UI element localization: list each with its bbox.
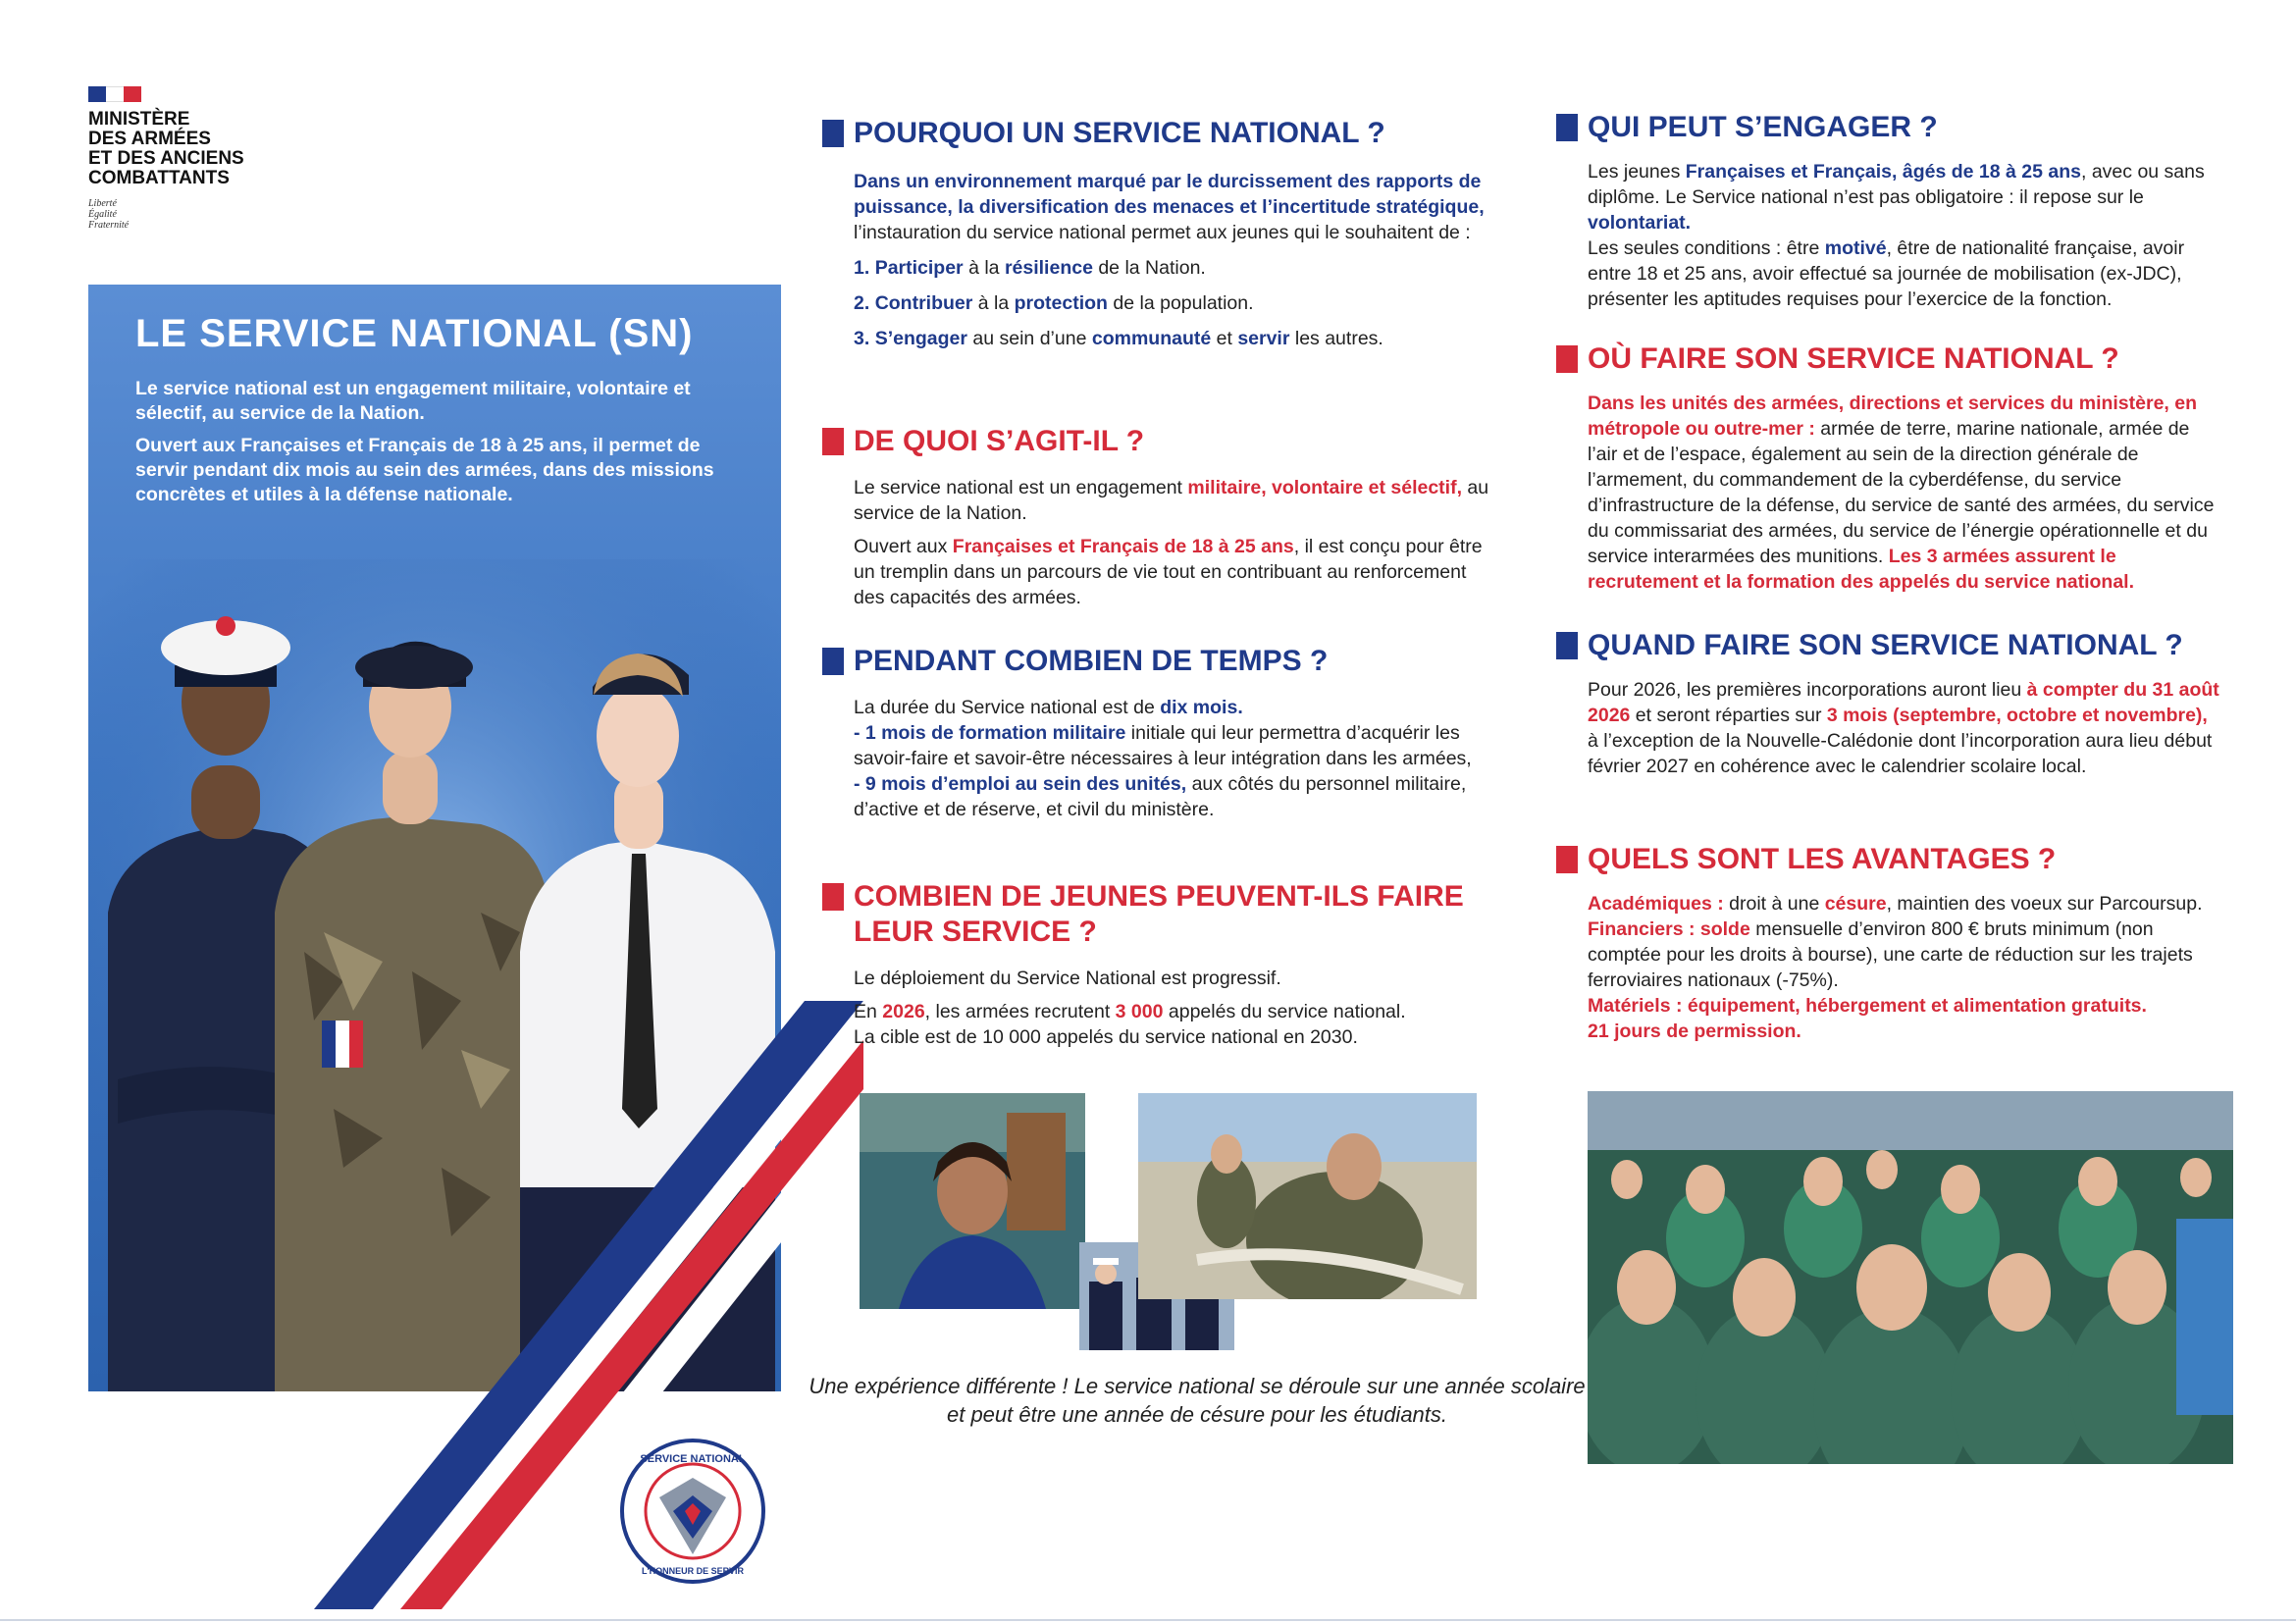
text: aux côtés du personnel militaire, d’active et de réserve, et civil du ministère. <box>854 773 1467 820</box>
text: de la Nation. <box>1092 257 1206 279</box>
paragraph <box>1588 993 2219 1019</box>
red-square-bullet <box>1556 345 1578 373</box>
qui-body <box>1588 159 2219 312</box>
text: à l’exception de la Nouvelle-Calédonie dont l’incorporation aura lieu début février 2027 en cohérence avec le calendrier scolaire local. <box>1588 730 2213 777</box>
blue-square-bullet <box>822 120 844 147</box>
red-square-bullet <box>822 883 844 911</box>
bold-text: 3 mois (septembre, octobre et novembre), <box>1826 705 2208 726</box>
text: et seront réparties sur <box>1630 705 1827 726</box>
text: , les armées recrutent <box>924 1001 1116 1022</box>
bold-text: Participer <box>874 257 964 279</box>
bold-text: césure <box>1824 893 1887 915</box>
list-item <box>854 326 1489 351</box>
bold-text: communauté <box>1091 328 1212 349</box>
section-ou <box>1556 341 2219 595</box>
marianne-flag-icon <box>88 86 141 102</box>
bold-text: Françaises et Français, âgés de 18 à 25 ans <box>1685 161 2081 183</box>
blue-square-bullet <box>822 648 844 675</box>
seal-text-bottom: L'HONNEUR DE SERVIR <box>642 1566 744 1576</box>
text: En <box>854 1001 883 1022</box>
tricolor-stripes <box>314 1001 863 1609</box>
seal-text-top: SERVICE NATIONAL <box>640 1453 746 1465</box>
list-item <box>854 255 1489 281</box>
temps-body <box>854 695 1489 822</box>
quand-body <box>1588 677 2219 779</box>
heading-pourquoi <box>822 116 1489 151</box>
paragraph <box>1588 916 2219 993</box>
ou-body <box>1588 391 2219 595</box>
bold-text: volontariat. <box>1588 212 1692 234</box>
bold-text: servir <box>1237 328 1290 349</box>
blue-square-bullet <box>1556 632 1578 659</box>
text: Pour 2026, les premières incorporations auront lieu <box>1588 679 2027 701</box>
bold-text: Dans un environnement marqué par le durcissement des rapports de puissance, la diversification des menaces et l’incertitude stratégique, <box>854 171 1485 218</box>
paragraph <box>854 771 1489 822</box>
section-combien <box>822 879 1489 1050</box>
heading-text: PENDANT COMBIEN DE TEMPS ? <box>854 645 1329 677</box>
bold-text: - 1 mois de formation militaire <box>854 722 1126 744</box>
heading-text: OÙ FAIRE SON SERVICE NATIONAL ? <box>1588 342 2119 375</box>
bold-text: S’engager <box>874 328 967 349</box>
bold-text: protection <box>1014 292 1108 314</box>
heading-text: DE QUOI S’AGIT-IL ? <box>854 425 1145 457</box>
paragraph <box>1588 236 2219 312</box>
bold-text: Contribuer <box>874 292 973 314</box>
sailor-lab-photo <box>860 1093 1085 1309</box>
text: de la population. <box>1107 292 1254 314</box>
avantages-body <box>1588 891 2219 1044</box>
text: à la <box>963 257 1005 279</box>
bold-text: - 9 mois d’emploi au sein des unités, <box>854 773 1187 795</box>
motto-line: Égalité <box>88 209 117 220</box>
text: initiale qui leur permettra d’acquérir les savoir-faire et savoir-être nécessaires à leur intégration dans les armées, <box>854 722 1472 769</box>
text: , il est conçu pour être un tremplin dans un parcours de vie tout en contribuant au renforcement des capacités des armées. <box>854 536 1483 608</box>
heading-line: LEUR SERVICE ? <box>854 916 1097 948</box>
bold-text: Académiques : <box>1588 893 1724 915</box>
number: 3. <box>854 328 875 349</box>
bold-text: Les 3 armées assurent le recrutement et la formation des appelés du service national. <box>1588 546 2135 593</box>
bold-text: 21 jours de permission. <box>1588 1021 1801 1042</box>
text: au sein d’une <box>966 328 1092 349</box>
pourquoi-body <box>854 169 1489 351</box>
heading-text: QUI PEUT S’ENGAGER ? <box>1588 111 1938 143</box>
section-quoi <box>822 424 1489 610</box>
motto-line: Liberté <box>88 198 117 209</box>
ministry-logo <box>88 86 285 231</box>
heading-text <box>854 879 1464 950</box>
ministry-line: DES ARMÉES <box>88 129 211 149</box>
blue-square-bullet <box>1556 114 1578 141</box>
section-temps <box>822 644 1489 822</box>
text: droit à une <box>1723 893 1825 915</box>
red-square-bullet <box>1556 846 1578 873</box>
paragraph: La cible est de 10 000 appelés du service national en 2030. <box>854 1026 1358 1048</box>
bold-text: motivé <box>1824 237 1887 259</box>
quoi-body <box>854 475 1489 610</box>
page-bottom-line <box>0 1619 2296 1621</box>
text: appelés du service national. <box>1163 1001 1406 1022</box>
motto-line: Fraternité <box>88 220 130 231</box>
list-item <box>854 290 1489 316</box>
recruits-crowd-photo <box>1588 1091 2233 1464</box>
heading-ou <box>1556 341 2219 377</box>
bold-text: Dans les unités des armées, directions et services du ministère, en métropole ou outre-mer : <box>1588 393 2198 440</box>
paragraph <box>854 720 1489 771</box>
panel-intro: Le service national est un engagement militaire, volontaire et sélectif, au service de la Nation. <box>135 378 691 424</box>
number: 1. <box>854 257 875 279</box>
ministry-name <box>88 110 285 188</box>
paragraph <box>1588 677 2219 779</box>
text: Ouvert aux <box>854 536 953 557</box>
text: au service de la Nation. <box>854 477 1489 524</box>
section-qui <box>1556 110 2219 312</box>
republic-motto <box>88 198 285 231</box>
heading-quand <box>1556 628 2219 663</box>
paragraph <box>854 999 1489 1024</box>
experience-caption: Une expérience différente ! Le service national se déroule sur une année scolaire et peut être une année de césure pour les étudiants. <box>809 1374 1586 1427</box>
text: La durée du Service national est de <box>854 697 1161 718</box>
bold-text: 3 000 <box>1115 1001 1164 1022</box>
heading-text: POURQUOI UN SERVICE NATIONAL ? <box>854 117 1385 149</box>
bold-text: à compter du 31 août 2026 <box>1588 679 2219 726</box>
panel-title: LE SERVICE NATIONAL (SN) <box>135 312 694 355</box>
text: , avec ou sans diplôme. Le Service national n’est pas obligatoire : il repose sur le <box>1588 161 2205 208</box>
section-pourquoi <box>822 116 1489 351</box>
number: 2. <box>854 292 875 314</box>
text: Les jeunes <box>1588 161 1686 183</box>
heading-avantages <box>1556 842 2219 877</box>
section-avantages <box>1556 842 2219 1044</box>
heading-qui <box>1556 110 2219 145</box>
bold-text: 2026 <box>882 1001 925 1022</box>
bold-text: dix mois. <box>1160 697 1243 718</box>
heading-quoi <box>822 424 1489 459</box>
service-national-seal-icon <box>620 1439 765 1584</box>
heading-text: QUELS SONT LES AVANTAGES ? <box>1588 843 2057 875</box>
pourquoi-intro <box>854 169 1489 245</box>
panel-description: Ouvert aux Françaises et Français de 18 à 25 ans, il permet de servir pendant dix mois au sein des armées, dans des missions concrètes et utiles à la défense nationale. <box>135 435 714 505</box>
paragraph <box>854 695 1489 720</box>
heading-text: QUAND FAIRE SON SERVICE NATIONAL ? <box>1588 629 2183 661</box>
text: mensuelle d’environ 800 € bruts minimum (non comptée pour les droits à bourse), une carte de réduction sur les trajets ferroviaires nationaux (-75%). <box>1588 918 2193 991</box>
heading-temps <box>822 644 1489 679</box>
text: à la <box>972 292 1015 314</box>
paragraph <box>854 475 1489 526</box>
text: l’instauration du service national permet aux jeunes qui le souhaitent de : <box>854 222 1471 243</box>
bold-text: Financiers : solde <box>1588 918 1750 940</box>
text: les autres. <box>1289 328 1383 349</box>
bold-text: Françaises et Français de 18 à 25 ans <box>952 536 1294 557</box>
paragraph: Le déploiement du Service National est progressif. <box>854 968 1281 989</box>
paragraph <box>854 534 1489 610</box>
text: , maintien des voeux sur Parcoursup. <box>1886 893 2203 915</box>
red-square-bullet <box>822 428 844 455</box>
ministry-line: ET DES ANCIENS <box>88 148 244 169</box>
ministry-line: MINISTÈRE <box>88 109 190 130</box>
tug-of-war-photo <box>1138 1093 1477 1299</box>
text: Le service national est un engagement <box>854 477 1188 498</box>
heading-combien <box>822 879 1489 950</box>
text: armée de terre, marine nationale, armée de l’air et de l’espace, également au sein de la direction générale de l’armement, du commandement de la cyberdéfense, du service d’infrastructure de la défense, du service de santé des armées, du service du commissariat des armées, du service de l’énergie opérationnelle et du service interarmées des munitions. <box>1588 418 2215 567</box>
text: , être de nationalité française, avoir entre 18 et 25 ans, avoir effectué sa journée de mobilisation (ex-JDC), présenter les aptitudes requises pour l’exercice de la fonction. <box>1588 237 2185 310</box>
text: et <box>1211 328 1238 349</box>
text: Les seules conditions : être <box>1588 237 1825 259</box>
paragraph <box>1588 891 2219 916</box>
bold-text: résilience <box>1004 257 1093 279</box>
bold-text: Matériels : équipement, hébergement et alimentation gratuits. <box>1588 995 2147 1017</box>
heading-line: COMBIEN DE JEUNES PEUVENT-ILS FAIRE <box>854 880 1464 913</box>
paragraph <box>1588 391 2219 595</box>
ministry-line: COMBATTANTS <box>88 168 230 188</box>
section-quand <box>1556 628 2219 779</box>
paragraph <box>1588 159 2219 236</box>
bold-text: militaire, volontaire et sélectif, <box>1187 477 1463 498</box>
combien-body <box>854 966 1489 1050</box>
paragraph <box>1588 1019 2219 1044</box>
